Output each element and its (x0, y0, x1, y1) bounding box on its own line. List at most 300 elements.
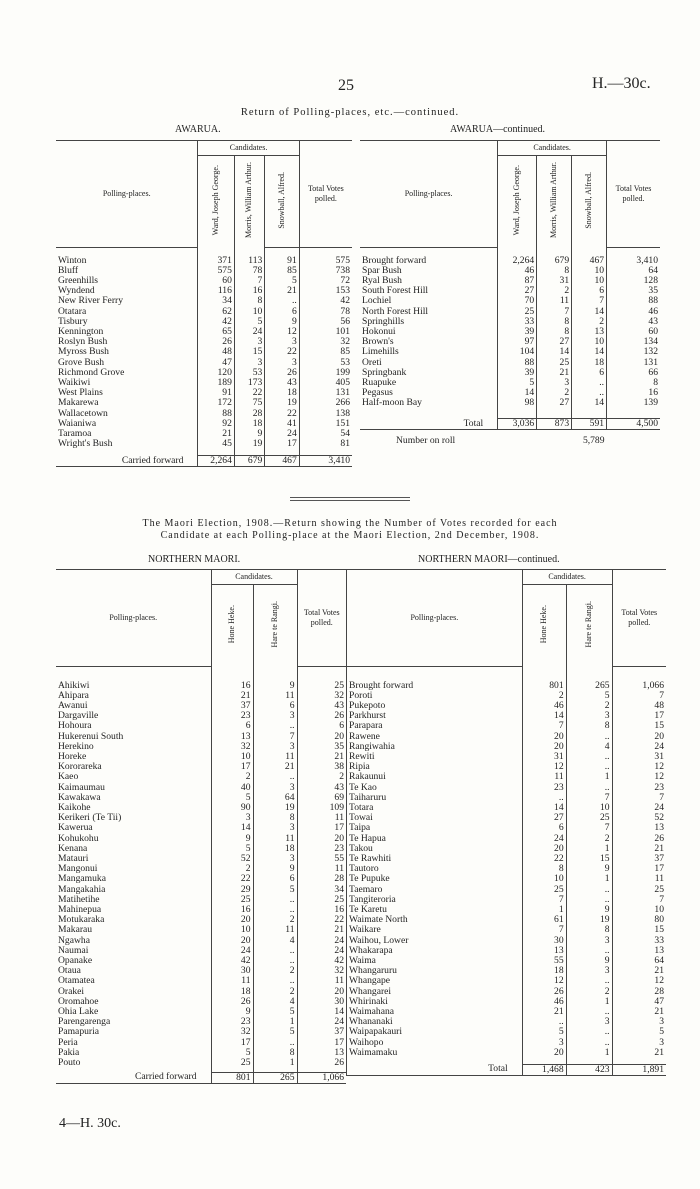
polling-place-name: Carried forward (56, 455, 198, 466)
vote-count: 3 (253, 742, 297, 752)
vote-count: 24 (297, 946, 346, 956)
polling-place-name: Wright's Bush (58, 438, 113, 450)
vote-count: 11 (253, 752, 297, 762)
table-row (347, 854, 667, 864)
vote-count: 7 (522, 721, 566, 731)
table-row (56, 946, 346, 956)
vote-count: 55 (522, 956, 566, 966)
vote-count: 25 (211, 895, 253, 905)
vote-count: 27 (522, 813, 566, 823)
vote-count: 65 (198, 327, 234, 337)
vote-count: 12 (612, 762, 666, 772)
vote-count: 32 (299, 337, 352, 347)
vote-count: 37 (211, 701, 253, 711)
vote-count: 8 (253, 813, 297, 823)
vote-count: 1 (566, 874, 612, 884)
vote-count: 25 (297, 895, 346, 905)
vote-count: 2 (211, 772, 253, 782)
vote-count: 25 (297, 681, 346, 691)
vote-count: 14 (572, 307, 607, 317)
vote-count: 13 (612, 946, 666, 956)
table-row (347, 823, 667, 833)
vote-count: 11 (297, 864, 346, 874)
vote-count: 21 (612, 966, 666, 976)
table-row (56, 419, 352, 429)
table-row (347, 895, 667, 905)
polling-place-name: Half-moon Bay (362, 397, 422, 409)
vote-count: 10 (572, 337, 607, 347)
table-row (347, 946, 667, 956)
table-row (360, 327, 660, 337)
table-row (56, 409, 352, 419)
vote-count: 17 (265, 439, 299, 449)
vote-count: 405 (299, 378, 352, 388)
polling-place-name: Te Kao (347, 783, 523, 793)
vote-count: .. (253, 772, 297, 782)
vote-count: 37 (297, 1027, 346, 1037)
vote-count: 16 (211, 681, 253, 691)
document-reference: H.—30c. (592, 75, 651, 92)
vote-count: 575 (198, 266, 234, 276)
vote-count: 88 (498, 358, 537, 368)
vote-count: .. (253, 905, 297, 915)
vote-count: 26 (297, 1058, 346, 1068)
vote-count: 265 (566, 681, 612, 691)
vote-count: 24 (612, 742, 666, 752)
vote-count: 6 (253, 874, 297, 884)
table-row (56, 388, 352, 398)
polling-place-name: Whirinaki (347, 997, 523, 1007)
vote-count: 2 (537, 286, 572, 296)
vote-count: 19 (265, 398, 299, 408)
vote-count: 134 (607, 337, 660, 347)
vote-count: 14 (522, 711, 566, 721)
vote-count: 1 (566, 1048, 612, 1058)
vote-count: 64 (612, 956, 666, 966)
vote-count: .. (522, 1017, 566, 1027)
vote-count: 467 (572, 256, 607, 266)
table-row (347, 834, 667, 844)
polling-place-name: Ripia (347, 762, 523, 772)
table-row (56, 823, 346, 833)
polling-place-name: Kororareka (58, 761, 102, 773)
vote-count: 28 (297, 874, 346, 884)
vote-count: 39 (498, 368, 537, 378)
vote-count: 7 (522, 895, 566, 905)
table-row (360, 398, 660, 408)
vote-count: 2 (253, 987, 297, 997)
vote-count: 56 (299, 317, 352, 327)
polling-place-name: Kawerua (58, 822, 93, 834)
vote-count: 53 (299, 358, 352, 368)
vote-count: 43 (607, 317, 660, 327)
vote-count: 14 (537, 347, 572, 357)
vote-count: 34 (198, 296, 234, 306)
vote-count: 265 (253, 1072, 297, 1083)
vote-count: 4 (566, 742, 612, 752)
vote-count: 3 (234, 337, 264, 347)
vote-count: 3 (566, 966, 612, 976)
candidates-header: Candidates. (211, 570, 297, 585)
vote-count: .. (572, 378, 607, 388)
table-row (360, 337, 660, 347)
polling-place-name: Wallacetown (58, 407, 108, 419)
awarua-right-table (360, 140, 660, 446)
vote-count: 3 (612, 1038, 666, 1048)
vote-count: 15 (612, 721, 666, 731)
vote-count: 25 (566, 813, 612, 823)
awarua-left-table (56, 140, 352, 467)
table-row (56, 915, 346, 925)
vote-count: 27 (537, 398, 572, 408)
vote-count: 20 (297, 834, 346, 844)
polling-place-name: Kaeo (58, 771, 79, 783)
vote-count: 3 (566, 1017, 612, 1027)
polling-place-name: Waikiwi (58, 376, 91, 388)
polling-place-name: Te Pupuke (347, 874, 523, 884)
vote-count: 9 (566, 956, 612, 966)
vote-count: 26 (211, 997, 253, 1007)
table-row (347, 772, 667, 782)
vote-count: .. (566, 752, 612, 762)
vote-count: 7 (566, 823, 612, 833)
vote-count: 3 (234, 358, 264, 368)
vote-count: 30 (211, 966, 253, 976)
table-row (56, 711, 346, 721)
polling-place-name: Waihopo (347, 1038, 523, 1048)
vote-count: 7 (612, 793, 666, 803)
vote-count: 30 (297, 997, 346, 1007)
vote-count: 7 (522, 925, 566, 935)
northern-maori-left-rows (56, 681, 346, 1084)
table-row (56, 732, 346, 742)
polling-place-name: Kawakawa (58, 791, 101, 803)
vote-count: 28 (234, 409, 264, 419)
vote-count: 18 (522, 966, 566, 976)
vote-count: 54 (299, 429, 352, 439)
table-row (56, 256, 352, 266)
vote-count: 22 (234, 388, 264, 398)
vote-count: 21 (198, 429, 234, 439)
vote-count: 467 (265, 455, 299, 466)
vote-count: .. (566, 1007, 612, 1017)
vote-count: 14 (211, 823, 253, 833)
polling-place-name: Taemaro (347, 885, 523, 895)
vote-count: 20 (522, 1048, 566, 1058)
awarua-right-rows (360, 256, 660, 447)
polling-place-name: Waipapakauri (347, 1027, 523, 1037)
polling-place-name: Peria (58, 1036, 78, 1048)
table-row (56, 681, 346, 691)
vote-count: 42 (299, 296, 352, 306)
polling-place-name: Lochiel (362, 295, 392, 307)
table-row (56, 793, 346, 803)
vote-count: .. (566, 1027, 612, 1037)
vote-count: 7 (572, 296, 607, 306)
polling-place-name: Horeke (58, 750, 87, 762)
polling-place-name: Springbank (362, 366, 407, 378)
polling-place-name: Brown's (362, 336, 394, 348)
vote-count: 11 (612, 874, 666, 884)
table-row (347, 1007, 667, 1017)
vote-count: 1,066 (612, 681, 666, 691)
vote-count: 9 (253, 864, 297, 874)
polling-place-name: Tisbury (58, 315, 88, 327)
vote-count: 3 (522, 1038, 566, 1048)
vote-count: 131 (299, 388, 352, 398)
vote-count: 13 (522, 946, 566, 956)
vote-count: 21 (297, 752, 346, 762)
vote-count: 91 (198, 388, 234, 398)
vote-count: 24 (297, 1017, 346, 1027)
polling-place-name: Otatara (58, 305, 87, 317)
vote-count: 26 (265, 368, 299, 378)
polling-place-name: Ngawha (58, 934, 90, 946)
vote-count: 5 (612, 1027, 666, 1037)
vote-count: 423 (566, 1064, 612, 1075)
table-row (347, 803, 667, 813)
table-row (347, 936, 667, 946)
vote-count: 22 (265, 409, 299, 419)
polling-place-name: Wyndend (58, 285, 95, 297)
vote-count: 35 (297, 742, 346, 752)
vote-count: 679 (234, 455, 264, 466)
polling-place-name: Towai (347, 813, 523, 823)
vote-count: 8 (537, 266, 572, 276)
vote-count: 25 (211, 1058, 253, 1068)
vote-count: 32 (297, 966, 346, 976)
vote-count: 8 (253, 1048, 297, 1058)
vote-count: 3 (253, 823, 297, 833)
polling-place-name: Total (360, 419, 498, 430)
polling-place-name: Greenhills (58, 274, 98, 286)
polling-place-name: Rangiwahia (347, 742, 523, 752)
vote-count: 7 (566, 793, 612, 803)
vote-count: 8 (566, 925, 612, 935)
vote-count: 17 (297, 823, 346, 833)
vote-count: 62 (198, 307, 234, 317)
polling-place-name: Kaimaumau (58, 781, 105, 793)
total-row (347, 1064, 667, 1075)
vote-count: 9 (253, 681, 297, 691)
table-row (56, 691, 346, 701)
vote-count: 12 (612, 976, 666, 986)
vote-count: 22 (297, 915, 346, 925)
polling-place-name: Whananaki (347, 1017, 523, 1027)
vote-count: 1 (522, 905, 566, 915)
vote-count: 28 (612, 987, 666, 997)
table-row (360, 368, 660, 378)
vote-count: 131 (607, 358, 660, 368)
polling-place-name: Waikare (347, 925, 523, 935)
vote-count: 31 (537, 276, 572, 286)
vote-count: 6 (297, 721, 346, 731)
vote-count: 4,500 (607, 419, 660, 430)
vote-count: 42 (211, 956, 253, 966)
vote-count: 33 (498, 317, 537, 327)
vote-count: 10 (211, 925, 253, 935)
candidates-header: Candidates. (498, 141, 607, 156)
vote-count: 70 (498, 296, 537, 306)
table-row (347, 864, 667, 874)
polling-place-name: Awanui (58, 699, 88, 711)
northern-maori-right-rows (347, 681, 667, 1076)
vote-count: 12 (265, 327, 299, 337)
vote-count: 48 (198, 347, 234, 357)
vote-count: 2 (566, 834, 612, 844)
vote-count: 69 (297, 793, 346, 803)
polling-place-name: Rawene (347, 732, 523, 742)
vote-count: .. (566, 783, 612, 793)
vote-count: 8 (234, 296, 264, 306)
vote-count: 43 (265, 378, 299, 388)
vote-count: 30 (522, 936, 566, 946)
table-row (347, 721, 667, 731)
vote-count: 24 (234, 327, 264, 337)
polling-place-name: Opanake (58, 954, 93, 966)
vote-count: 38 (297, 762, 346, 772)
vote-count: 3 (537, 378, 572, 388)
polling-place-name: Springhills (362, 315, 405, 327)
polling-place-name: Ahikiwi (58, 679, 90, 691)
vote-count: 21 (612, 844, 666, 854)
vote-count: 9 (234, 429, 264, 439)
vote-count: 3 (253, 711, 297, 721)
vote-count: 22 (211, 874, 253, 884)
polling-place-name: Ryal Bush (362, 274, 402, 286)
table-row (56, 368, 352, 378)
vote-count: 46 (522, 997, 566, 1007)
vote-count: 9 (566, 864, 612, 874)
polling-place-name: Spar Bush (362, 264, 402, 276)
polling-place-name: Whangarei (347, 987, 523, 997)
vote-count: 42 (198, 317, 234, 327)
table-row (347, 966, 667, 976)
vote-count: .. (572, 388, 607, 398)
vote-count: 738 (299, 266, 352, 276)
table-row (56, 1027, 346, 1037)
polling-place-name: Whangaruru (347, 966, 523, 976)
vote-count: 92 (198, 419, 234, 429)
polling-place-name: Ohia Lake (58, 1006, 99, 1017)
vote-count: 9 (566, 905, 612, 915)
vote-count: 46 (498, 266, 537, 276)
vote-count: 172 (198, 398, 234, 408)
polling-place-name: West Plains (58, 387, 103, 399)
vote-count: 2 (211, 864, 253, 874)
table-row (360, 317, 660, 327)
vote-count: 26 (297, 711, 346, 721)
vote-count: 873 (537, 419, 572, 430)
table-row (360, 286, 660, 296)
vote-count: 21 (612, 1048, 666, 1058)
number-on-roll-label: Number on roll (396, 435, 456, 447)
polling-place-name: Kenana (58, 842, 88, 854)
vote-count: 128 (607, 276, 660, 286)
vote-count: 27 (537, 337, 572, 347)
vote-count: 18 (572, 358, 607, 368)
vote-count: 15 (234, 347, 264, 357)
section-divider (290, 497, 410, 498)
vote-count: 8 (522, 864, 566, 874)
polling-place-name: Waihou, Lower (347, 936, 523, 946)
vote-count: 12 (522, 976, 566, 986)
vote-count: 17 (612, 864, 666, 874)
vote-count: 17 (211, 762, 253, 772)
polling-place-name: South Forest Hill (362, 285, 429, 297)
vote-count: 3,410 (299, 455, 352, 466)
polling-places-header: Polling-places. (360, 141, 498, 248)
table-row (347, 711, 667, 721)
awarua-left-label: AWARUA. (175, 124, 221, 135)
vote-count: 17 (297, 1038, 346, 1048)
vote-count: 23 (522, 783, 566, 793)
vote-count: 5 (211, 1048, 253, 1058)
vote-count: .. (265, 296, 299, 306)
vote-count: 52 (612, 813, 666, 823)
vote-count: 11 (297, 976, 346, 986)
polling-place-name: Waimahana (347, 1007, 523, 1017)
vote-count: 801 (211, 1072, 253, 1083)
table-row (347, 1048, 667, 1058)
vote-count: 20 (297, 987, 346, 997)
polling-place-name: Otamatea (58, 975, 95, 987)
polling-place-name: Myross Bush (58, 346, 109, 358)
vote-count: 7 (612, 691, 666, 701)
vote-count: 5 (211, 844, 253, 854)
vote-count: 23 (211, 1017, 253, 1027)
vote-count: 6 (265, 307, 299, 317)
polling-place-name: Pamapuria (58, 1026, 100, 1038)
vote-count: 20 (522, 732, 566, 742)
vote-count: 20 (522, 844, 566, 854)
vote-count: 5 (234, 317, 264, 327)
vote-count: 97 (498, 337, 537, 347)
table-row (56, 762, 346, 772)
vote-count: 66 (607, 368, 660, 378)
vote-count: 25 (612, 885, 666, 895)
vote-count: 18 (211, 987, 253, 997)
vote-count: 8 (537, 327, 572, 337)
vote-count: 591 (572, 419, 607, 430)
vote-count: 26 (198, 337, 234, 347)
vote-count: 5 (522, 1027, 566, 1037)
table-row (56, 1038, 346, 1048)
table-row (56, 742, 346, 752)
vote-count: 3,410 (607, 256, 660, 266)
polling-place-name: Parkhurst (347, 711, 523, 721)
vote-count: 5 (211, 793, 253, 803)
vote-count: 43 (297, 783, 346, 793)
vote-count: 15 (612, 925, 666, 935)
polling-places-header: Polling-places. (347, 570, 523, 667)
table-row (56, 813, 346, 823)
vote-count: 31 (522, 752, 566, 762)
vote-count: 17 (211, 1038, 253, 1048)
table-row (56, 844, 346, 854)
vote-count: 78 (234, 266, 264, 276)
vote-count: 5 (253, 1027, 297, 1037)
vote-count: 2 (572, 317, 607, 327)
vote-count: 4 (253, 997, 297, 1007)
vote-count: 20 (612, 732, 666, 742)
vote-count: 43 (297, 701, 346, 711)
table-row (360, 378, 660, 388)
candidate-rangi-header: Hare te Rangi. (269, 600, 279, 648)
table-row (347, 691, 667, 701)
polling-place-name: Mangamuka (58, 873, 106, 885)
northern-maori-left-table (56, 569, 346, 1084)
